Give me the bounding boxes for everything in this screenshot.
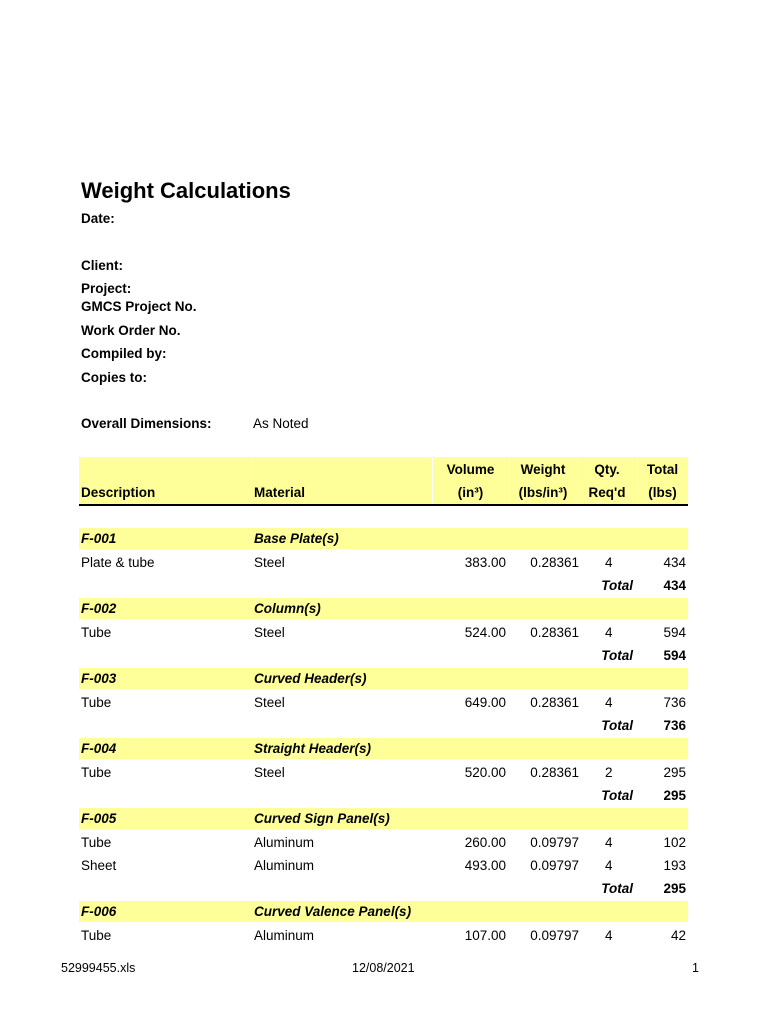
- group-total-value: 434: [663, 578, 686, 593]
- copies-to-label: Copies to:: [81, 370, 147, 385]
- group-total-label: Total: [601, 788, 633, 803]
- item-weight: 0.28361: [530, 695, 579, 710]
- group-code: F-005: [81, 811, 117, 826]
- item-description: Tube: [81, 765, 112, 780]
- item-total: 42: [670, 928, 686, 943]
- item-description: Plate & tube: [81, 555, 155, 570]
- item-qty: 4: [605, 858, 613, 873]
- item-volume: 107.00: [464, 928, 506, 943]
- group-total-label: Total: [601, 718, 633, 733]
- item-material: Steel: [254, 555, 285, 570]
- footer-page-number: 1: [692, 961, 699, 975]
- item-total: 295: [663, 765, 686, 780]
- header-material: Material: [254, 485, 306, 500]
- group-total-label: Total: [601, 578, 633, 593]
- item-material: Steel: [254, 765, 285, 780]
- column-divider: [251, 457, 252, 504]
- header-weight-unit: (lbs/in³): [518, 485, 568, 500]
- item-material: Steel: [254, 695, 285, 710]
- item-total: 193: [663, 858, 686, 873]
- header-total: Total: [646, 462, 679, 477]
- item-description: Tube: [81, 835, 112, 850]
- item-material: Aluminum: [254, 858, 315, 873]
- item-qty: 2: [605, 765, 613, 780]
- group-name: Curved Sign Panel(s): [254, 811, 390, 826]
- group-code: F-001: [81, 531, 117, 546]
- group-name: Base Plate(s): [254, 531, 339, 546]
- item-total: 736: [663, 695, 686, 710]
- header-qty: Qty.: [594, 462, 620, 477]
- header-description: Description: [81, 485, 156, 500]
- group-row: [79, 598, 688, 619]
- footer-filename: 52999455.xls: [61, 961, 136, 975]
- item-volume: 493.00: [464, 858, 506, 873]
- item-material: Aluminum: [254, 928, 315, 943]
- item-total: 434: [663, 555, 686, 570]
- group-row: [79, 738, 688, 759]
- item-qty: 4: [605, 835, 613, 850]
- item-description: Tube: [81, 928, 112, 943]
- item-weight: 0.28361: [530, 625, 579, 640]
- group-code: F-006: [81, 904, 117, 919]
- group-name: Column(s): [254, 601, 321, 616]
- header-volume: Volume: [446, 462, 495, 477]
- group-row: [79, 528, 688, 549]
- item-volume: 524.00: [464, 625, 506, 640]
- item-weight: 0.09797: [530, 835, 579, 850]
- group-name: Curved Header(s): [254, 671, 367, 686]
- date-label: Date:: [81, 211, 115, 226]
- item-total: 102: [663, 835, 686, 850]
- group-total-label: Total: [601, 881, 633, 896]
- item-qty: 4: [605, 555, 613, 570]
- item-material: Steel: [254, 625, 285, 640]
- group-total-value: 295: [663, 881, 686, 896]
- item-weight: 0.09797: [530, 858, 579, 873]
- header-weight: Weight: [520, 462, 566, 477]
- footer-date: 12/08/2021: [352, 961, 415, 975]
- work-order-label: Work Order No.: [81, 323, 181, 338]
- group-total-value: 736: [663, 718, 686, 733]
- item-weight: 0.09797: [530, 928, 579, 943]
- item-volume: 520.00: [464, 765, 506, 780]
- overall-dimensions-value: As Noted: [253, 416, 309, 431]
- item-description: Tube: [81, 695, 112, 710]
- group-total-value: 594: [663, 648, 686, 663]
- item-qty: 4: [605, 695, 613, 710]
- group-total-value: 295: [663, 788, 686, 803]
- item-description: Sheet: [81, 858, 117, 873]
- item-weight: 0.28361: [530, 765, 579, 780]
- group-code: F-003: [81, 671, 117, 686]
- header-underline: [79, 504, 688, 506]
- group-row: [79, 668, 688, 689]
- item-total: 594: [663, 625, 686, 640]
- overall-dimensions-label: Overall Dimensions:: [81, 416, 212, 431]
- item-volume: 649.00: [464, 695, 506, 710]
- item-qty: 4: [605, 928, 613, 943]
- page-title: Weight Calculations: [81, 178, 291, 203]
- client-label: Client:: [81, 258, 123, 273]
- project-label: Project:: [81, 281, 132, 296]
- gmcs-project-label: GMCS Project No.: [81, 299, 197, 314]
- item-weight: 0.28361: [530, 555, 579, 570]
- group-total-label: Total: [601, 648, 633, 663]
- item-qty: 4: [605, 625, 613, 640]
- header-total-unit: (lbs): [648, 485, 677, 500]
- compiled-by-label: Compiled by:: [81, 346, 167, 361]
- item-volume: 260.00: [464, 835, 506, 850]
- group-code: F-002: [81, 601, 117, 616]
- header-volume-unit: (in³): [457, 485, 484, 500]
- group-name: Curved Valence Panel(s): [254, 904, 412, 919]
- header-qty-required: Req'd: [588, 485, 626, 500]
- group-code: F-004: [81, 741, 117, 756]
- item-material: Aluminum: [254, 835, 315, 850]
- group-name: Straight Header(s): [254, 741, 372, 756]
- item-volume: 383.00: [464, 555, 506, 570]
- item-description: Tube: [81, 625, 112, 640]
